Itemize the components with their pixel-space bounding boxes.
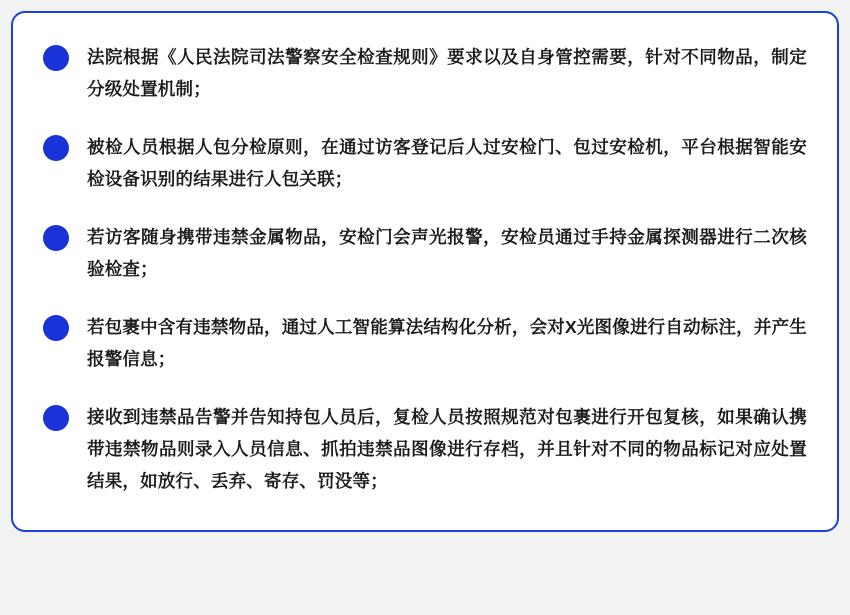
list-item — [43, 401, 807, 497]
procedure-list — [43, 41, 807, 497]
list-item-text: 若访客随身携带违禁金属物品，安检门会声光报警，安检员通过手持金属探测器进行二次核验检查； — [87, 227, 807, 279]
list-item-text: 若包裹中含有违禁物品，通过人工智能算法结构化分析，会对X光图像进行自动标注，并产生报警信息； — [87, 317, 807, 369]
list-item — [43, 41, 807, 105]
list-item — [43, 131, 807, 195]
bullet-dot-icon — [43, 135, 69, 161]
list-item-text: 被检人员根据人包分检原则，在通过访客登记后人过安检门、包过安检机，平台根据智能安检设备识别的结果进行人包关联； — [87, 137, 807, 189]
content-card — [11, 11, 839, 532]
bullet-dot-icon — [43, 45, 69, 71]
list-item-text: 接收到违禁品告警并告知持包人员后，复检人员按照规范对包裹进行开包复核，如果确认携带违禁物品则录入人员信息、抓拍违禁品图像进行存档，并且针对不同的物品标记对应处置结果，如放行、丢弃、寄存、罚没等； — [87, 407, 807, 491]
bullet-dot-icon — [43, 315, 69, 341]
list-item-text: 法院根据《人民法院司法警察安全检查规则》要求以及自身管控需要，针对不同物品，制定分级处置机制； — [87, 47, 807, 99]
list-item — [43, 311, 807, 375]
bullet-dot-icon — [43, 405, 69, 431]
list-item — [43, 221, 807, 285]
bullet-dot-icon — [43, 225, 69, 251]
